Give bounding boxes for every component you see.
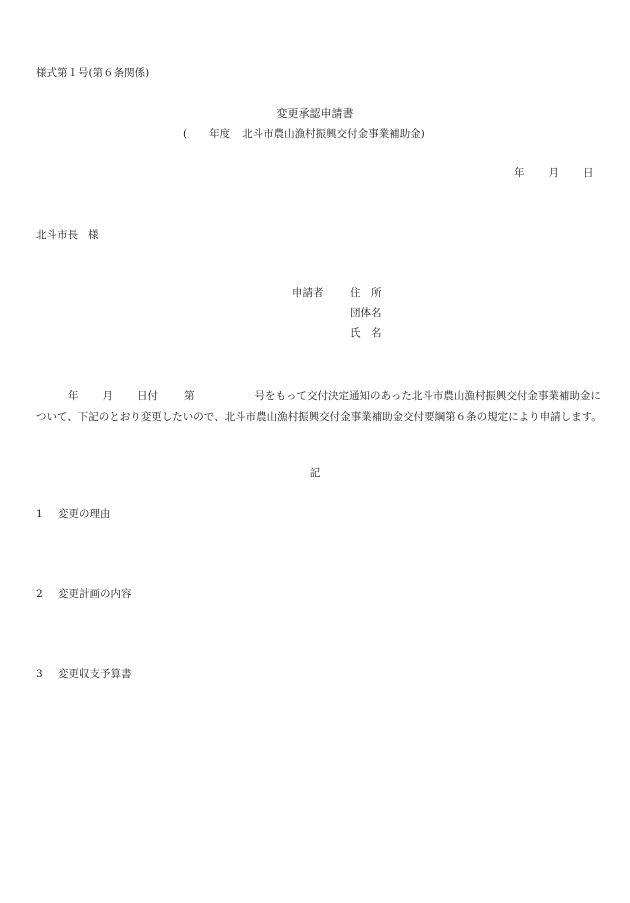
- date-day: 日: [583, 167, 594, 179]
- body-paragraph: [36, 386, 602, 428]
- body-dai: 第: [184, 390, 195, 402]
- body-month: 月: [102, 390, 113, 402]
- item-budget: [36, 669, 132, 680]
- item-label: 変更計画の内容: [58, 588, 132, 600]
- item-change-plan: [36, 589, 132, 600]
- document-subtitle: [183, 129, 425, 140]
- applicant-address-label: 住 所: [350, 287, 382, 299]
- item-label: 変更の理由: [58, 508, 111, 520]
- body-day-dated: 日付: [137, 390, 158, 402]
- item-change-reason: [36, 509, 111, 520]
- date-month: 月: [548, 167, 559, 179]
- recipient-honorific: 様: [88, 229, 99, 241]
- ki-heading: 記: [309, 467, 321, 479]
- applicant-label: 申請者: [292, 287, 324, 299]
- recipient: [36, 230, 99, 241]
- item-number: 3: [36, 668, 43, 680]
- document-title: 変更承認申請書: [276, 107, 354, 120]
- recipient-name: 北斗市長: [36, 229, 78, 241]
- item-number: 2: [36, 588, 43, 600]
- applicant-name-label: 氏 名: [350, 327, 382, 339]
- subtitle-open-paren: (: [183, 128, 188, 140]
- date-year: 年: [514, 167, 525, 179]
- item-label: 変更収支予算書: [58, 668, 132, 680]
- subtitle-year-label: 年度: [209, 128, 231, 140]
- body-year: 年: [68, 390, 79, 402]
- date-line: [514, 168, 594, 179]
- form-number: 様式第１号(第６条関係): [36, 67, 150, 79]
- subtitle-program: 北斗市農山漁村振興交付金事業補助金): [242, 128, 425, 140]
- item-number: 1: [36, 508, 43, 520]
- body-text: 号をもって交付決定通知のあった北斗市農山漁村振興交付金事業補助金について、下記のとおり変更したいので、北斗市農山漁村振興交付金事業補助金交付要綱第６条の規定により申請します。: [36, 390, 602, 423]
- applicant-group-label: 団体名: [350, 307, 382, 319]
